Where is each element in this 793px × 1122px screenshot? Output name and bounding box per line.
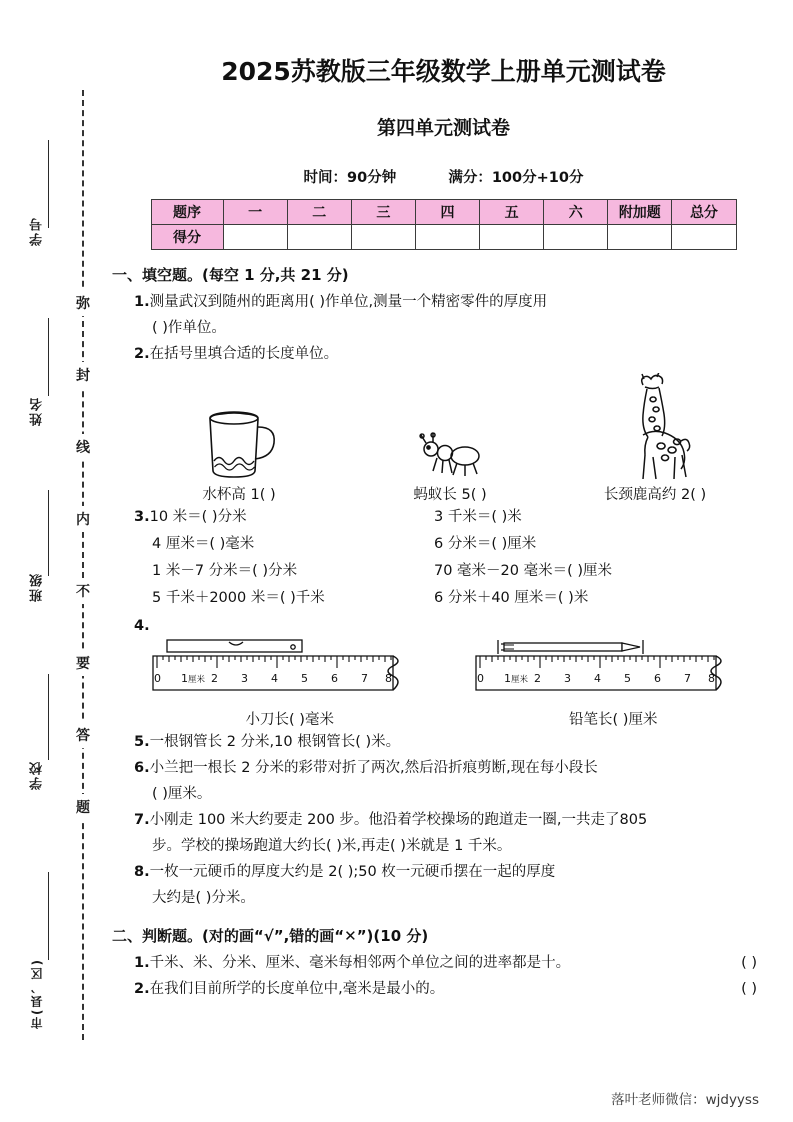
section-one-heading: 一、填空题。(每空 1 分,共 21 分) — [112, 266, 349, 284]
question-3-left-2: 1 米－7 分米＝( )分米 — [152, 563, 298, 579]
figure-cup-caption: 水杯高 1( ) — [202, 487, 276, 503]
section-two-item-1-number: 1. — [134, 955, 150, 971]
seal-rule-4 — [48, 674, 49, 760]
score-cell-2[interactable] — [351, 225, 415, 250]
score-table-col-6: 附加题 — [608, 200, 672, 225]
score-cell-3[interactable] — [415, 225, 479, 250]
question-8-line-1: 一枚一元硬币的厚度大约是 2( );50 枚一元硬币摆在一起的厚度 — [149, 864, 556, 880]
question-4-number: 4. — [134, 618, 150, 634]
svg-text:8: 8 — [708, 672, 716, 685]
giraffe-icon — [556, 373, 754, 481]
score-table-row-label-1: 得分 — [151, 225, 223, 250]
question-3-left-1: 4 厘米＝( )毫米 — [152, 536, 255, 552]
score-table-header-row — [151, 200, 736, 225]
question-3-row-1 — [134, 531, 775, 558]
page-title: 2025苏教版三年级数学上册单元测试卷 — [221, 57, 666, 86]
figure-giraffe — [556, 373, 754, 504]
score-table-col-0: 一 — [223, 200, 287, 225]
score-cell-6[interactable] — [608, 225, 672, 250]
question-8-number: 8. — [134, 864, 150, 880]
svg-text:6: 6 — [654, 672, 662, 685]
seal-rule-2 — [48, 318, 49, 396]
seal-label-class: 班级 — [30, 572, 45, 602]
figure-cup — [134, 373, 344, 504]
score-table-col-2: 三 — [351, 200, 415, 225]
svg-text:6: 6 — [330, 672, 338, 685]
score-table — [151, 199, 737, 250]
score-cell-0[interactable] — [223, 225, 287, 250]
question-2 — [134, 341, 775, 367]
score-table-col-4: 五 — [480, 200, 544, 225]
seal-dashed-line — [82, 90, 84, 1040]
svg-text:4: 4 — [594, 672, 602, 685]
seal-chain-word-1: 封 — [72, 362, 94, 388]
question-7-line-2: 步。学校的操场跑道大约长( )米,再走( )米就是 1 千米。 — [152, 838, 512, 854]
question-3-row-3 — [134, 585, 775, 612]
question-6-line-1: 小兰把一根长 2 分米的彩带对折了两次,然后沿折痕剪断,现在每小段长 — [149, 760, 598, 776]
score-table-col-5: 六 — [544, 200, 608, 225]
question-7-number: 7. — [134, 812, 150, 828]
total-score-label: 满分：100分+10分 — [448, 170, 584, 186]
question-8-line-2: 大约是( )分米。 — [152, 890, 255, 906]
figure-ant-caption: 蚂蚁长 5( ) — [413, 487, 487, 503]
question-5-number: 5. — [134, 734, 150, 750]
figure-ant — [344, 373, 556, 504]
section-two-item-2 — [134, 976, 775, 1002]
question-3-right-1: 6 分米＝( )厘米 — [434, 536, 537, 552]
section-two-item-2-text: 在我们目前所学的长度单位中,毫米是最小的。 — [149, 981, 445, 997]
seal-chain-word-0: 弥 — [72, 290, 94, 316]
score-table-value-row — [151, 225, 736, 250]
score-table-col-7: 总分 — [672, 200, 736, 225]
section-two-item-2-answer-box[interactable]: ( ) — [741, 981, 757, 997]
question-4-left-caption: 小刀长( )毫米 — [245, 712, 334, 728]
question-1-number: 1. — [134, 294, 150, 310]
question-2-figures — [134, 373, 754, 504]
water-cup-icon — [134, 373, 344, 481]
question-6-line-2: ( )厘米。 — [152, 786, 212, 802]
svg-text:厘米: 厘米 — [187, 675, 205, 685]
svg-text:7: 7 — [684, 672, 692, 685]
question-1-line-2: ( )作单位。 — [152, 320, 226, 336]
seal-label-city-district: 市(县、区) — [30, 958, 44, 1029]
time-limit-label: 时间：90分钟 — [303, 170, 397, 186]
svg-text:3: 3 — [240, 672, 248, 685]
section-two-heading: 二、判断题。(对的画“√”,错的画“✕”)(10 分) — [112, 927, 429, 945]
svg-text:5: 5 — [624, 672, 632, 685]
svg-text:7: 7 — [360, 672, 368, 685]
question-3-left-3: 5 千米＋2000 米＝( )千米 — [152, 590, 325, 606]
seal-rule-5 — [48, 872, 49, 960]
question-3-row-0 — [134, 504, 775, 531]
question-1 — [134, 289, 775, 341]
svg-text:2: 2 — [534, 672, 542, 685]
question-7 — [134, 807, 775, 859]
seal-chain-word-4: 不 — [72, 578, 94, 604]
svg-text:0: 0 — [477, 672, 485, 685]
svg-text:1: 1 — [180, 672, 188, 685]
score-cell-5[interactable] — [544, 225, 608, 250]
ant-icon — [344, 373, 556, 481]
seal-line-chain — [72, 90, 94, 1040]
question-4-right-caption: 铅笔长( )厘米 — [569, 712, 658, 728]
seal-chain-word-7: 题 — [72, 794, 94, 820]
svg-text:1: 1 — [504, 672, 512, 685]
seal-rule-3 — [48, 490, 49, 576]
seal-margin — [0, 0, 104, 1122]
score-table-col-1: 二 — [287, 200, 351, 225]
svg-text:3: 3 — [564, 672, 572, 685]
question-3 — [134, 504, 775, 612]
question-7-line-1: 小刚走 100 米大约要走 200 步。他沿着学校操场的跑道走一圈,一共走了805 — [149, 812, 648, 828]
seal-label-student-id: 学号 — [30, 216, 45, 246]
section-two-item-2-number: 2. — [134, 981, 150, 997]
seal-label-school: 学校 — [30, 760, 45, 790]
svg-text:4: 4 — [270, 672, 278, 685]
ruler-figure-knife — [128, 638, 452, 729]
question-6-number: 6. — [134, 760, 150, 776]
seal-chain-word-3: 内 — [72, 506, 94, 532]
question-2-number: 2. — [134, 346, 150, 362]
question-8 — [134, 859, 775, 911]
question-3-right-2: 70 毫米－20 毫米＝( )厘米 — [434, 563, 613, 579]
figure-giraffe-caption: 长颈鹿高约 2( ) — [603, 487, 707, 503]
question-6 — [134, 755, 775, 807]
seal-rule-1 — [48, 140, 49, 228]
question-2-text: 在括号里填合适的长度单位。 — [149, 346, 339, 362]
question-3-right-0: 3 千米＝( )米 — [434, 509, 522, 525]
question-3-left-0: 10 米＝( )分米 — [149, 509, 247, 525]
section-two-item-1-answer-box[interactable]: ( ) — [741, 955, 757, 971]
score-cell-7[interactable] — [672, 225, 736, 250]
ruler-figure-pencil — [452, 638, 776, 729]
question-4 — [134, 618, 775, 634]
score-table-row-label-0: 题序 — [151, 200, 223, 225]
question-5 — [134, 729, 775, 755]
question-5-text: 一根钢管长 2 分米,10 根钢管长( )米。 — [149, 734, 401, 750]
watermark-text: 落叶老师微信：wjdyyss — [611, 1092, 759, 1108]
svg-text:8: 8 — [384, 672, 392, 685]
question-4-figures — [128, 638, 775, 729]
section-two-item-1-text: 千米、米、分米、厘米、毫米每相邻两个单位之间的进率都是十。 — [149, 955, 571, 971]
svg-text:0: 0 — [153, 672, 161, 685]
score-cell-4[interactable] — [480, 225, 544, 250]
svg-text:厘米: 厘米 — [511, 675, 529, 685]
score-table-col-3: 四 — [415, 200, 479, 225]
exam-meta — [112, 166, 775, 187]
seal-chain-word-6: 答 — [72, 722, 94, 748]
score-cell-1[interactable] — [287, 225, 351, 250]
question-3-right-3: 6 分米＋40 厘米＝( )米 — [434, 590, 589, 606]
exam-paper — [104, 0, 793, 1122]
question-3-number: 3. — [134, 509, 150, 525]
question-1-line-1: 测量武汉到随州的距离用( )作单位,测量一个精密零件的厚度用 — [149, 294, 548, 310]
page-subtitle: 第四单元测试卷 — [376, 117, 510, 139]
seal-label-name: 姓名 — [30, 396, 45, 426]
seal-chain-word-2: 线 — [72, 434, 94, 460]
svg-text:5: 5 — [300, 672, 308, 685]
seal-chain-word-5: 要 — [72, 650, 94, 676]
section-two-item-1 — [134, 950, 775, 976]
question-3-row-2 — [134, 558, 775, 585]
svg-text:2: 2 — [210, 672, 218, 685]
